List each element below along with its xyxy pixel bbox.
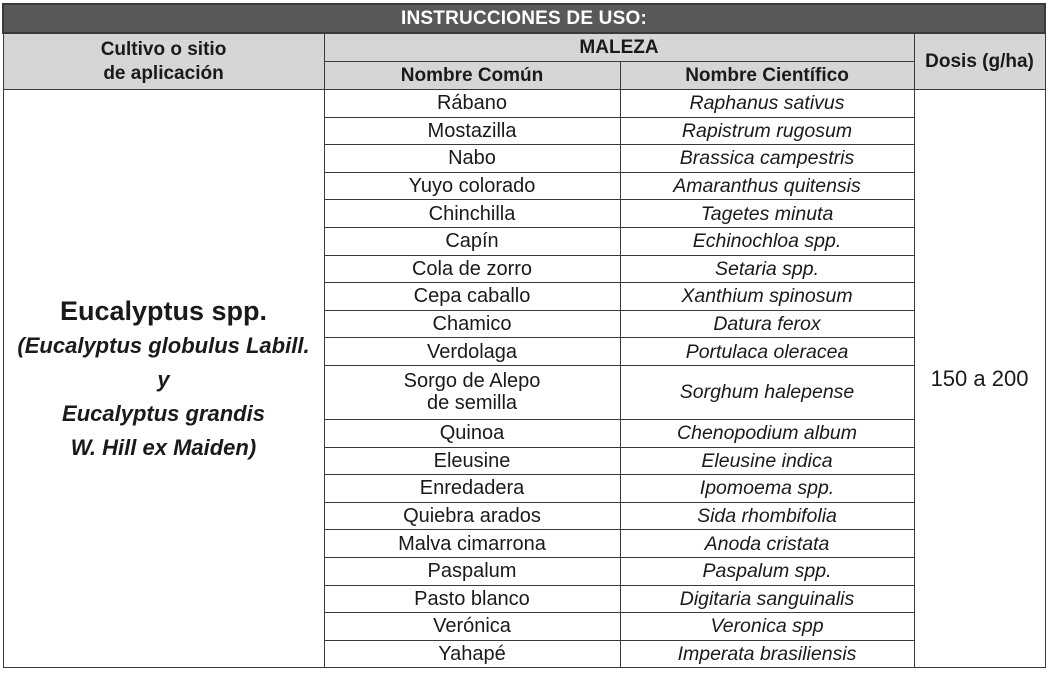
crop-species-line1: (Eucalyptus globulus Labill. — [17, 332, 310, 358]
scientific-name-cell: Raphanus sativus — [620, 90, 914, 118]
crop-species-line3: Eucalyptus grandis — [62, 400, 265, 426]
dose-value: 150 a 200 — [914, 90, 1045, 668]
scientific-name-cell: Rapistrum rugosum — [620, 117, 914, 145]
scientific-name-cell: Setaria spp. — [620, 255, 914, 283]
common-name-line1: Sorgo de Alepo — [403, 370, 541, 393]
common-name-cell: Mostazilla — [324, 117, 620, 145]
common-name-cell: Chinchilla — [324, 200, 620, 228]
scientific-name-cell: Tagetes minuta — [620, 200, 914, 228]
common-name-cell: Cepa caballo — [324, 283, 620, 311]
scientific-name-cell: Digitaria sanguinalis — [620, 585, 914, 613]
common-name-line2: de semilla — [426, 392, 518, 415]
usage-instructions — [2, 3, 1044, 668]
scientific-name-header: Nombre Científico — [620, 62, 914, 90]
scientific-name-cell: Datura ferox — [620, 310, 914, 338]
scientific-name-cell: Xanthium spinosum — [620, 283, 914, 311]
common-name-cell: Quiebra arados — [324, 502, 620, 530]
scientific-name-cell: Brassica campestris — [620, 145, 914, 173]
scientific-name-cell: Anoda cristata — [620, 530, 914, 558]
common-name-cell: Nabo — [324, 145, 620, 173]
scientific-name-cell: Sida rhombifolia — [620, 502, 914, 530]
usage-table — [2, 3, 1046, 668]
common-name-cell: Pasto blanco — [324, 585, 620, 613]
scientific-name-cell: Veronica spp — [620, 613, 914, 641]
scientific-name-cell: Amaranthus quitensis — [620, 172, 914, 200]
common-name-cell: Quinoa — [324, 419, 620, 447]
scientific-name-cell: Sorghum halepense — [620, 365, 914, 419]
scientific-name-cell: Ipomoema spp. — [620, 475, 914, 503]
common-name-cell: Verónica — [324, 613, 620, 641]
scientific-name-cell: Eleusine indica — [620, 447, 914, 475]
common-name-cell: Eleusine — [324, 447, 620, 475]
crop-species-line4: W. Hill ex Maiden) — [70, 434, 257, 460]
common-name-cell: Rábano — [324, 90, 620, 118]
common-name-cell: Cola de zorro — [324, 255, 620, 283]
common-name-cell: Yuyo colorado — [324, 172, 620, 200]
scientific-name-cell: Portulaca oleracea — [620, 338, 914, 366]
common-name-cell — [324, 365, 620, 419]
crop-header-line2: de aplicación — [103, 62, 224, 84]
common-name-cell: Enredadera — [324, 475, 620, 503]
scientific-name-cell: Paspalum spp. — [620, 557, 914, 585]
table-title: INSTRUCCIONES DE USO: — [3, 4, 1045, 33]
table-row — [3, 90, 1045, 118]
weed-header: MALEZA — [324, 33, 914, 62]
crop-name: Eucalyptus spp. — [59, 295, 268, 326]
common-name-cell: Verdolaga — [324, 338, 620, 366]
common-name-cell: Paspalum — [324, 557, 620, 585]
common-name-header: Nombre Común — [324, 62, 620, 90]
crop-header-line1: Cultivo o sitio — [100, 38, 227, 60]
table-body — [3, 90, 1045, 668]
scientific-name-cell: Echinochloa spp. — [620, 227, 914, 255]
crop-species-line2: y — [157, 366, 170, 392]
common-name-cell: Yahapé — [324, 640, 620, 668]
dose-header: Dosis (g/ha) — [914, 33, 1045, 90]
crop-cell — [3, 90, 324, 668]
common-name-cell: Capín — [324, 227, 620, 255]
crop-header — [3, 33, 324, 90]
scientific-name-cell: Chenopodium album — [620, 419, 914, 447]
common-name-cell: Chamico — [324, 310, 620, 338]
common-name-cell: Malva cimarrona — [324, 530, 620, 558]
scientific-name-cell: Imperata brasiliensis — [620, 640, 914, 668]
